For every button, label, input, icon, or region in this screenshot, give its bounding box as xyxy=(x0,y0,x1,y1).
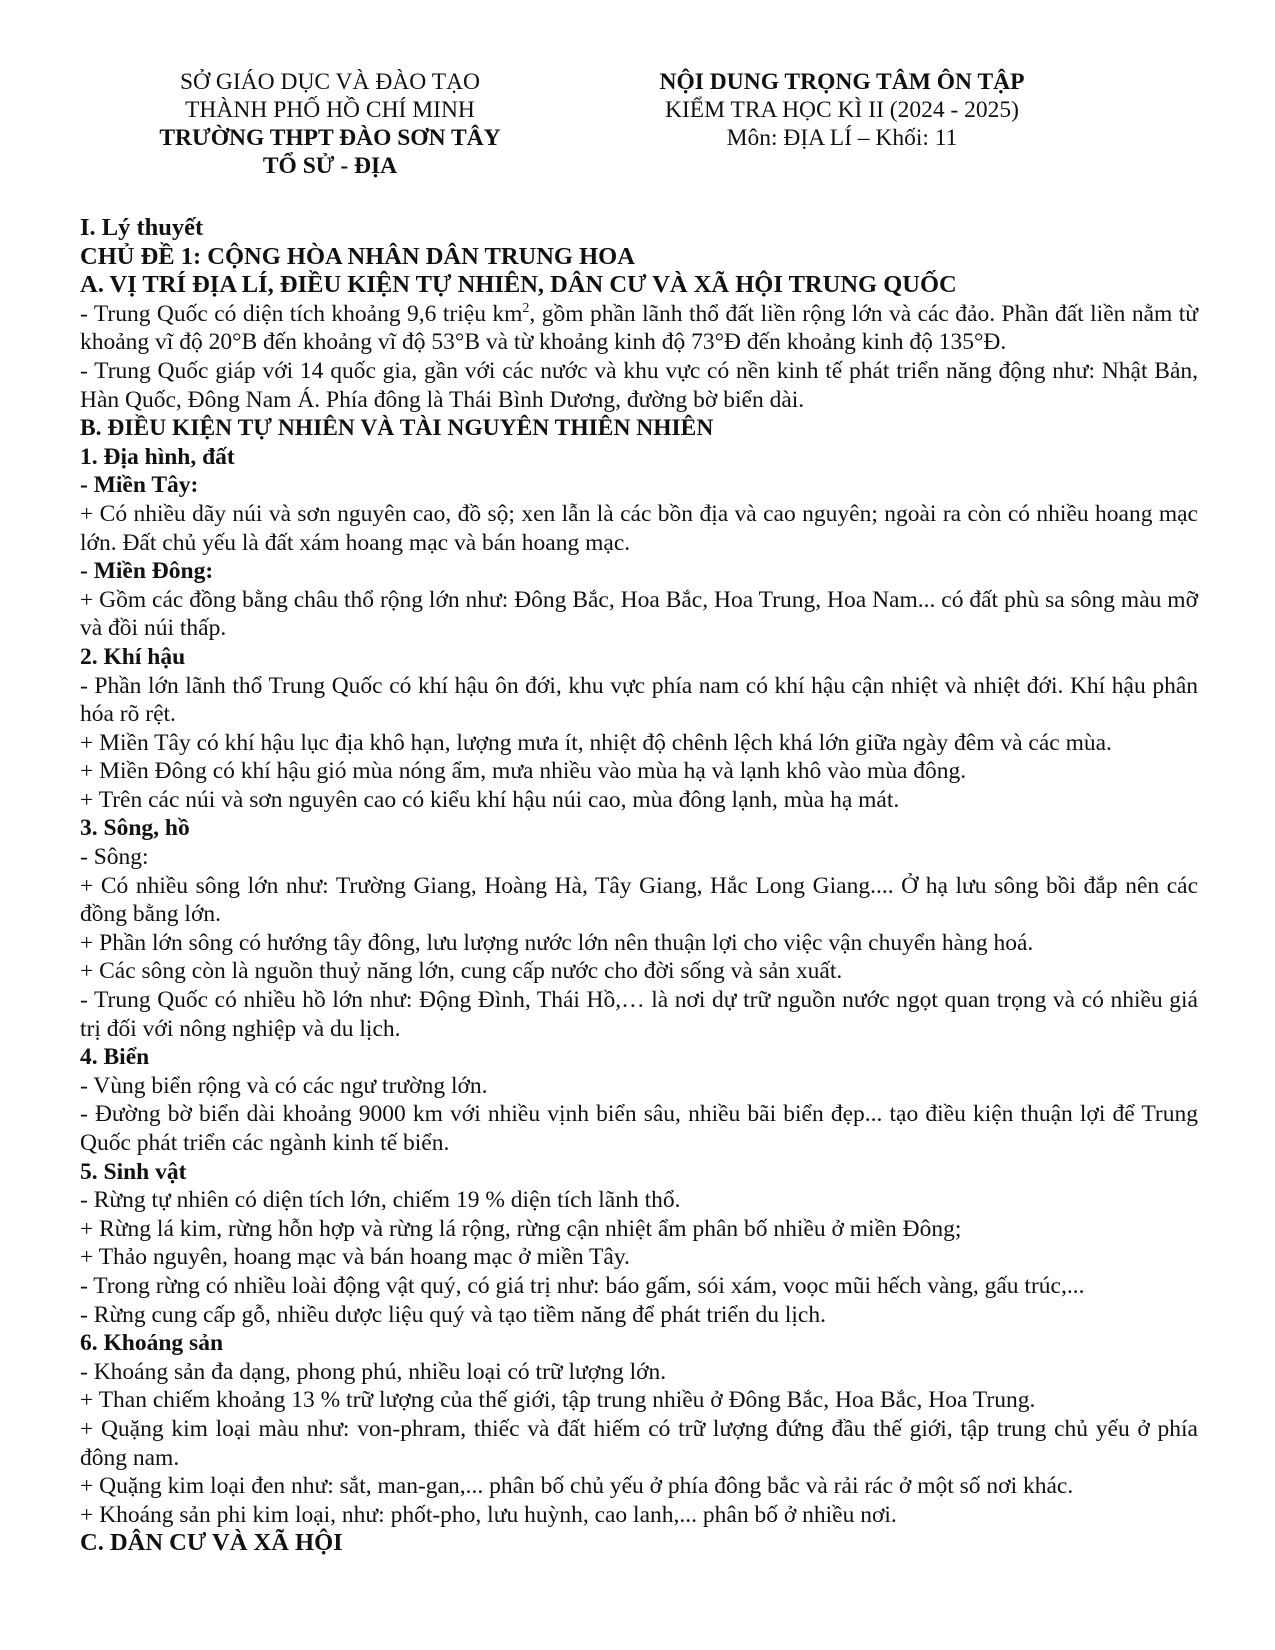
paragraph-minerals-2: + Than chiếm khoảng 13 % trữ lượng của thế giới, tập trung nhiều ở Đông Bắc, Hoa Bắc, Hoa Trung. xyxy=(80,1387,1036,1414)
paragraph-biota-5: - Rừng cung cấp gỗ, nhiều dược liệu quý và tạo tiềm năng để phát triển du lịch. xyxy=(80,1301,826,1328)
subheading-climate: 2. Khí hậu xyxy=(80,643,186,670)
subheading-terrain: 1. Địa hình, đất xyxy=(80,443,235,470)
paragraph-west: + Có nhiều dãy núi và sơn nguyên cao, đồ sộ; xen lẫn là các bồn địa và cao nguyên; ngoài ra còn có nhiều hoang mạc lớn. Đất chủ yếu là đất xám hoang mạc và bán hoang mạc. xyxy=(80,500,1198,556)
exam-term: KIỂM TRA HỌC KÌ II (2024 - 2025) xyxy=(665,97,1019,123)
paragraph-rivers-1: + Có nhiều sông lớn như: Trường Giang, Hoàng Hà, Tây Giang, Hắc Long Giang.... Ở hạ lưu sông bồi đắp nên các đồng bằng lớn. xyxy=(80,872,1198,928)
paragraph-biota-3: + Thảo nguyên, hoang mạc và bán hoang mạc ở miền Tây. xyxy=(80,1244,630,1271)
header-right-block xyxy=(622,68,1062,152)
paragraph-rivers-3: + Các sông còn là nguồn thuỷ năng lớn, cung cấp nước cho đời sống và sản xuất. xyxy=(80,958,843,985)
paragraph-climate-3: + Miền Đông có khí hậu gió mùa nóng ẩm, mưa nhiều vào mùa hạ và lạnh khô vào mùa đông. xyxy=(80,758,967,785)
subheading-east: - Miền Đông: xyxy=(80,558,214,585)
paragraph-area: - Trung Quốc có diện tích khoảng 9,6 triệu $km^2$, gồm phần lãnh thổ đất liền rộng lớn và các đảo. Phần đất liền nằm từ khoảng vĩ độ 20°B đến khoảng vĩ độ 53°B và từ khoảng kinh độ 73°Đ đến khoảng kinh độ 135°Đ. xyxy=(80,300,1198,356)
paragraph-lakes: - Trung Quốc có nhiều hồ lớn như: Động Đình, Thái Hồ,… là nơi dự trữ nguồn nước ngọt quan trọng và có nhiều giá trị đối với nông nghiệp và du lịch. xyxy=(80,987,1198,1042)
document-body xyxy=(80,214,1198,1558)
paragraph-biota-2: + Rừng lá kim, rừng hỗn hợp và rừng lá rộng, rừng cận nhiệt ẩm phân bố nhiều ở miền Đông; xyxy=(80,1215,962,1242)
subject-grade: Môn: ĐỊA LÍ – Khối: 11 xyxy=(726,125,958,151)
paragraph-rivers-0: - Sông: xyxy=(80,844,149,871)
topic-heading: CHỦ ĐỀ 1: CỘNG HÒA NHÂN DÂN TRUNG HOA xyxy=(80,242,635,270)
paragraph-minerals-1: - Khoáng sản đa dạng, phong phú, nhiều loại có trữ lượng lớn. xyxy=(80,1358,667,1385)
subheading-sea: 4. Biển xyxy=(80,1044,150,1071)
paragraph-biota-1: - Rừng tự nhiên có diện tích lớn, chiếm 19 % diện tích lãnh thổ. xyxy=(80,1187,681,1214)
section-heading-c: C. DÂN CƯ VÀ XÃ HỘI xyxy=(80,1529,343,1557)
subheading-minerals: 6. Khoáng sản xyxy=(80,1330,224,1357)
subheading-rivers: 3. Sông, hồ xyxy=(80,815,190,842)
paragraph-climate-4: + Trên các núi và sơn nguyên cao có kiểu khí hậu núi cao, mùa đông lạnh, mùa hạ mát. xyxy=(80,786,900,813)
section-heading-theory: I. Lý thuyết xyxy=(80,214,204,241)
paragraph-minerals-3: + Quặng kim loại màu như: von-phram, thiếc và đất hiếm có trữ lượng đứng đầu thế giới, tập trung chủ yếu ở phía đông nam. xyxy=(80,1415,1198,1471)
city-name: THÀNH PHỐ HỒ CHÍ MINH xyxy=(185,97,475,123)
department-name: SỞ GIÁO DỤC VÀ ĐÀO TẠO xyxy=(179,69,481,95)
paragraph-climate-2: + Miền Tây có khí hậu lục địa khô hạn, lượng mưa ít, nhiệt độ chênh lệch khá lớn giữa ngày đêm và các mùa. xyxy=(80,729,1112,756)
group-name: TỔ SỬ - ĐỊA xyxy=(262,153,398,179)
document-header xyxy=(0,68,1275,188)
paragraph-borders: - Trung Quốc giáp với 14 quốc gia, gần với các nước và khu vực có nền kinh tế phát triển năng động như: Nhật Bản, Hàn Quốc, Đông Nam Á. Phía đông là Thái Bình Dương, đường bờ biển dài. xyxy=(80,357,1198,413)
subheading-west: - Miền Tây: xyxy=(80,472,199,499)
subheading-biota: 5. Sinh vật xyxy=(80,1158,187,1185)
paragraph-biota-4: - Trong rừng có nhiều loài động vật quý, có giá trị như: báo gấm, sói xám, voọc mũi hếch vàng, gấu trúc,... xyxy=(80,1272,1085,1299)
superscript: 2 xyxy=(522,300,530,316)
paragraph-minerals-5: + Khoáng sản phi kim loại, như: phốt-pho, lưu huỳnh, cao lanh,... phân bố ở nhiều nơi. xyxy=(80,1501,897,1528)
paragraph-sea-1: - Vùng biển rộng và có các ngư trường lớn. xyxy=(80,1072,488,1099)
document-title: NỘI DUNG TRỌNG TÂM ÔN TẬP xyxy=(659,69,1025,95)
paragraph-climate-1: - Phần lớn lãnh thổ Trung Quốc có khí hậu ôn đới, khu vực phía nam có khí hậu cận nhiệt và nhiệt đới. Khí hậu phân hóa rõ rệt. xyxy=(80,672,1198,728)
paragraph-rivers-2: + Phần lớn sông có hướng tây đông, lưu lượng nước lớn nên thuận lợi cho việc vận chuyển hàng hoá. xyxy=(80,929,1034,956)
section-heading-b: B. ĐIỀU KIỆN TỰ NHIÊN VÀ TÀI NGUYÊN THIÊN NHIÊN xyxy=(80,415,714,442)
paragraph-sea-2: - Đường bờ biển dài khoảng 9000 km với nhiều vịnh biển sâu, nhiều bãi biển đẹp... tạo điều kiện thuận lợi để Trung Quốc phát triển các ngành kinh tế biển. xyxy=(80,1101,1198,1156)
section-heading-a: A. VỊ TRÍ ĐỊA LÍ, ĐIỀU KIỆN TỰ NHIÊN, DÂN CƯ VÀ XÃ HỘI TRUNG QUỐC xyxy=(80,271,957,299)
header-left-block xyxy=(110,68,550,180)
school-name: TRƯỜNG THPT ĐÀO SƠN TÂY xyxy=(159,125,501,151)
paragraph-minerals-4: + Quặng kim loại đen như: sắt, man-gan,... phân bố chủ yếu ở phía đông bắc và rải rác ở một số nơi khác. xyxy=(80,1473,1074,1500)
paragraph-east: + Gồm các đồng bằng châu thổ rộng lớn như: Đông Bắc, Hoa Bắc, Hoa Trung, Hoa Nam... có đất phù sa sông màu mỡ và đồi núi thấp. xyxy=(80,586,1198,642)
